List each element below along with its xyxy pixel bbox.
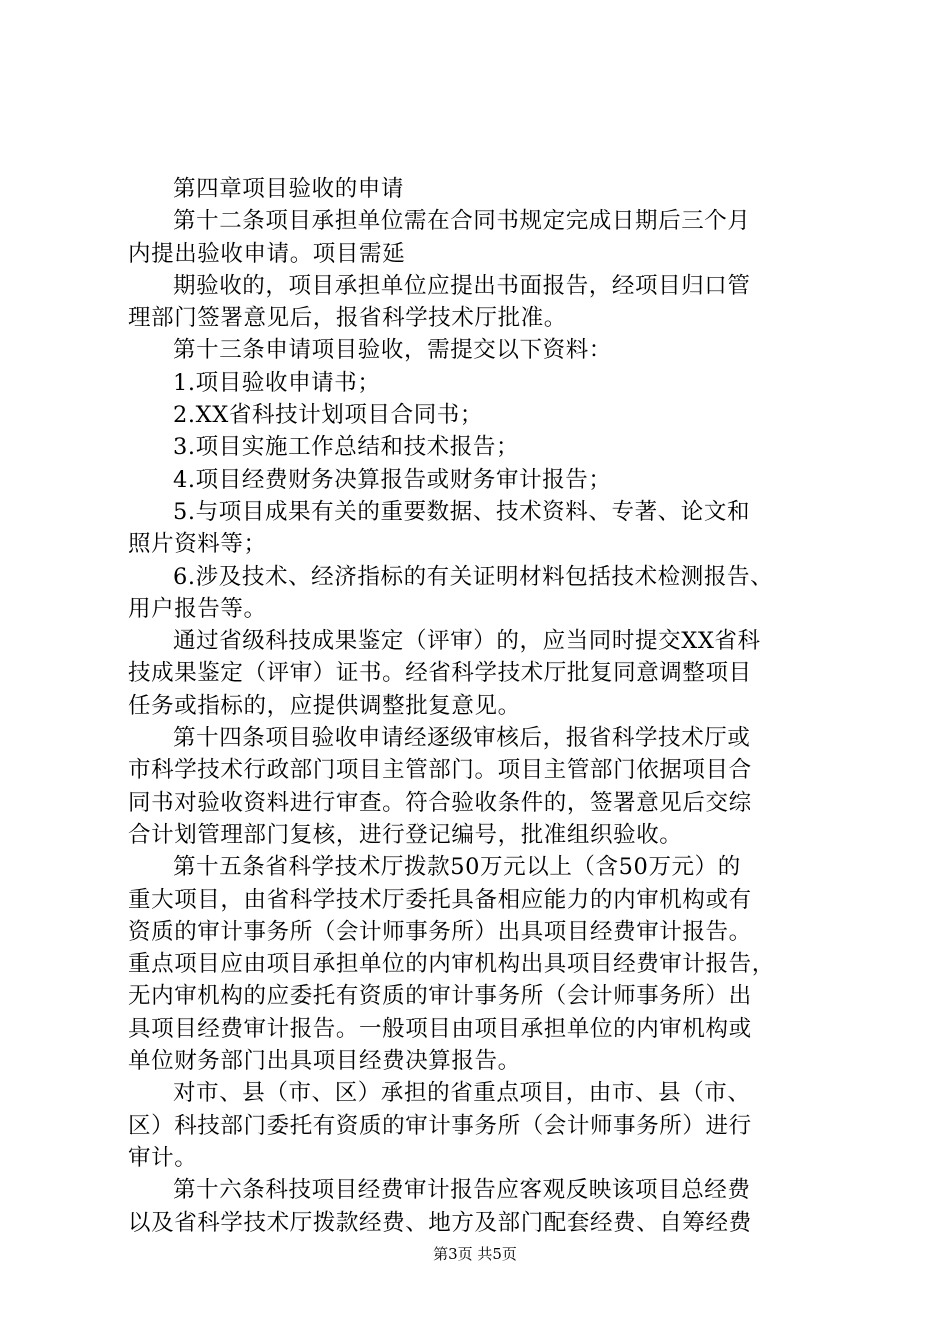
text-line: 理部门签署意见后，报省科学技术厅批准。: [128, 305, 567, 332]
paragraph: [128, 722, 840, 851]
paragraph: [128, 1174, 840, 1239]
paragraph: [128, 464, 840, 496]
paragraph: [128, 205, 840, 270]
paragraph: [128, 367, 840, 399]
paragraph: [128, 173, 840, 205]
paragraph: [128, 496, 840, 561]
paragraph: [128, 270, 840, 335]
paragraph: [128, 399, 840, 431]
text-line: 审计。: [128, 1144, 198, 1171]
paragraph: [128, 334, 840, 366]
text-line: 期验收的，项目承担单位应提出书面报告，经项目归口管: [173, 272, 751, 299]
text-line: 重点项目应由项目承担单位的内审机构出具项目经费审计报告，: [128, 951, 775, 978]
text-line: 无内审机构的应委托有资质的审计事务所（会计师事务所）出: [128, 983, 752, 1010]
text-line: 以及省科学技术厅拨款经费、地方及部门配套经费、自筹经费: [128, 1209, 752, 1236]
text-line: 市科学技术行政部门项目主管部门。项目主管部门依据项目合: [128, 757, 752, 784]
text-line: 单位财务部门出具项目经费决算报告。: [128, 1048, 521, 1075]
text-line: 内提出验收申请。项目需延: [128, 240, 406, 267]
text-line: 3.项目实施工作总结和技术报告；: [173, 434, 520, 461]
paragraph: [128, 431, 840, 463]
document-body: [128, 173, 840, 1239]
text-line: 第十四条项目验收申请经逐级审核后，报省科学技术厅或: [173, 725, 751, 752]
text-line: 5.与项目成果有关的重要数据、技术资料、专著、论文和: [173, 498, 751, 525]
text-line: 第十五条省科学技术厅拨款50万元以上（含50万元）的: [173, 854, 741, 881]
text-line: 对市、县（市、区）承担的省重点项目，由市、县（市、: [173, 1080, 751, 1107]
text-line: 第十二条项目承担单位需在合同书规定完成日期后三个月: [173, 208, 751, 235]
text-line: 用户报告等。: [128, 595, 267, 622]
text-line: 照片资料等；: [128, 531, 267, 558]
text-line: 第十三条申请项目验收，需提交以下资料：: [173, 337, 612, 364]
paragraph: [128, 625, 840, 722]
paragraph: [128, 1077, 840, 1174]
text-line: 第十六条科技项目经费审计报告应客观反映该项目总经费: [173, 1177, 751, 1204]
text-line: 同书对验收资料进行审查。符合验收条件的，签署意见后交综: [128, 789, 752, 816]
text-line: 资质的审计事务所（会计师事务所）出具项目经费审计报告。: [128, 918, 752, 945]
text-line: 1.项目验收申请书；: [173, 369, 381, 396]
text-line: 具项目经费审计报告。一般项目由项目承担单位的内审机构或: [128, 1015, 752, 1042]
text-line: 区）科技部门委托有资质的审计事务所（会计师事务所）进行: [128, 1112, 752, 1139]
text-line: 4.项目经费财务决算报告或财务审计报告；: [173, 466, 612, 493]
text-line: 2.XX省科技计划项目合同书；: [173, 402, 484, 429]
text-line: 任务或指标的，应提供调整批复意见。: [128, 692, 521, 719]
text-line: 第四章项目验收的申请: [173, 176, 405, 202]
page-footer: 第3页 共5页: [433, 1245, 517, 1263]
text-line: 重大项目，由省科学技术厅委托具备相应能力的内审机构或有: [128, 886, 752, 913]
paragraph: [128, 561, 840, 626]
text-line: 通过省级科技成果鉴定（评审）的，应当同时提交XX省科: [173, 628, 761, 655]
text-line: 技成果鉴定（评审）证书。经省科学技术厅批复同意调整项目: [128, 660, 752, 687]
text-line: 6.涉及技术、经济指标的有关证明材料包括技术检测报告、: [173, 563, 774, 590]
paragraph: [128, 851, 840, 1077]
text-line: 合计划管理部门复核，进行登记编号，批准组织验收。: [128, 821, 683, 848]
